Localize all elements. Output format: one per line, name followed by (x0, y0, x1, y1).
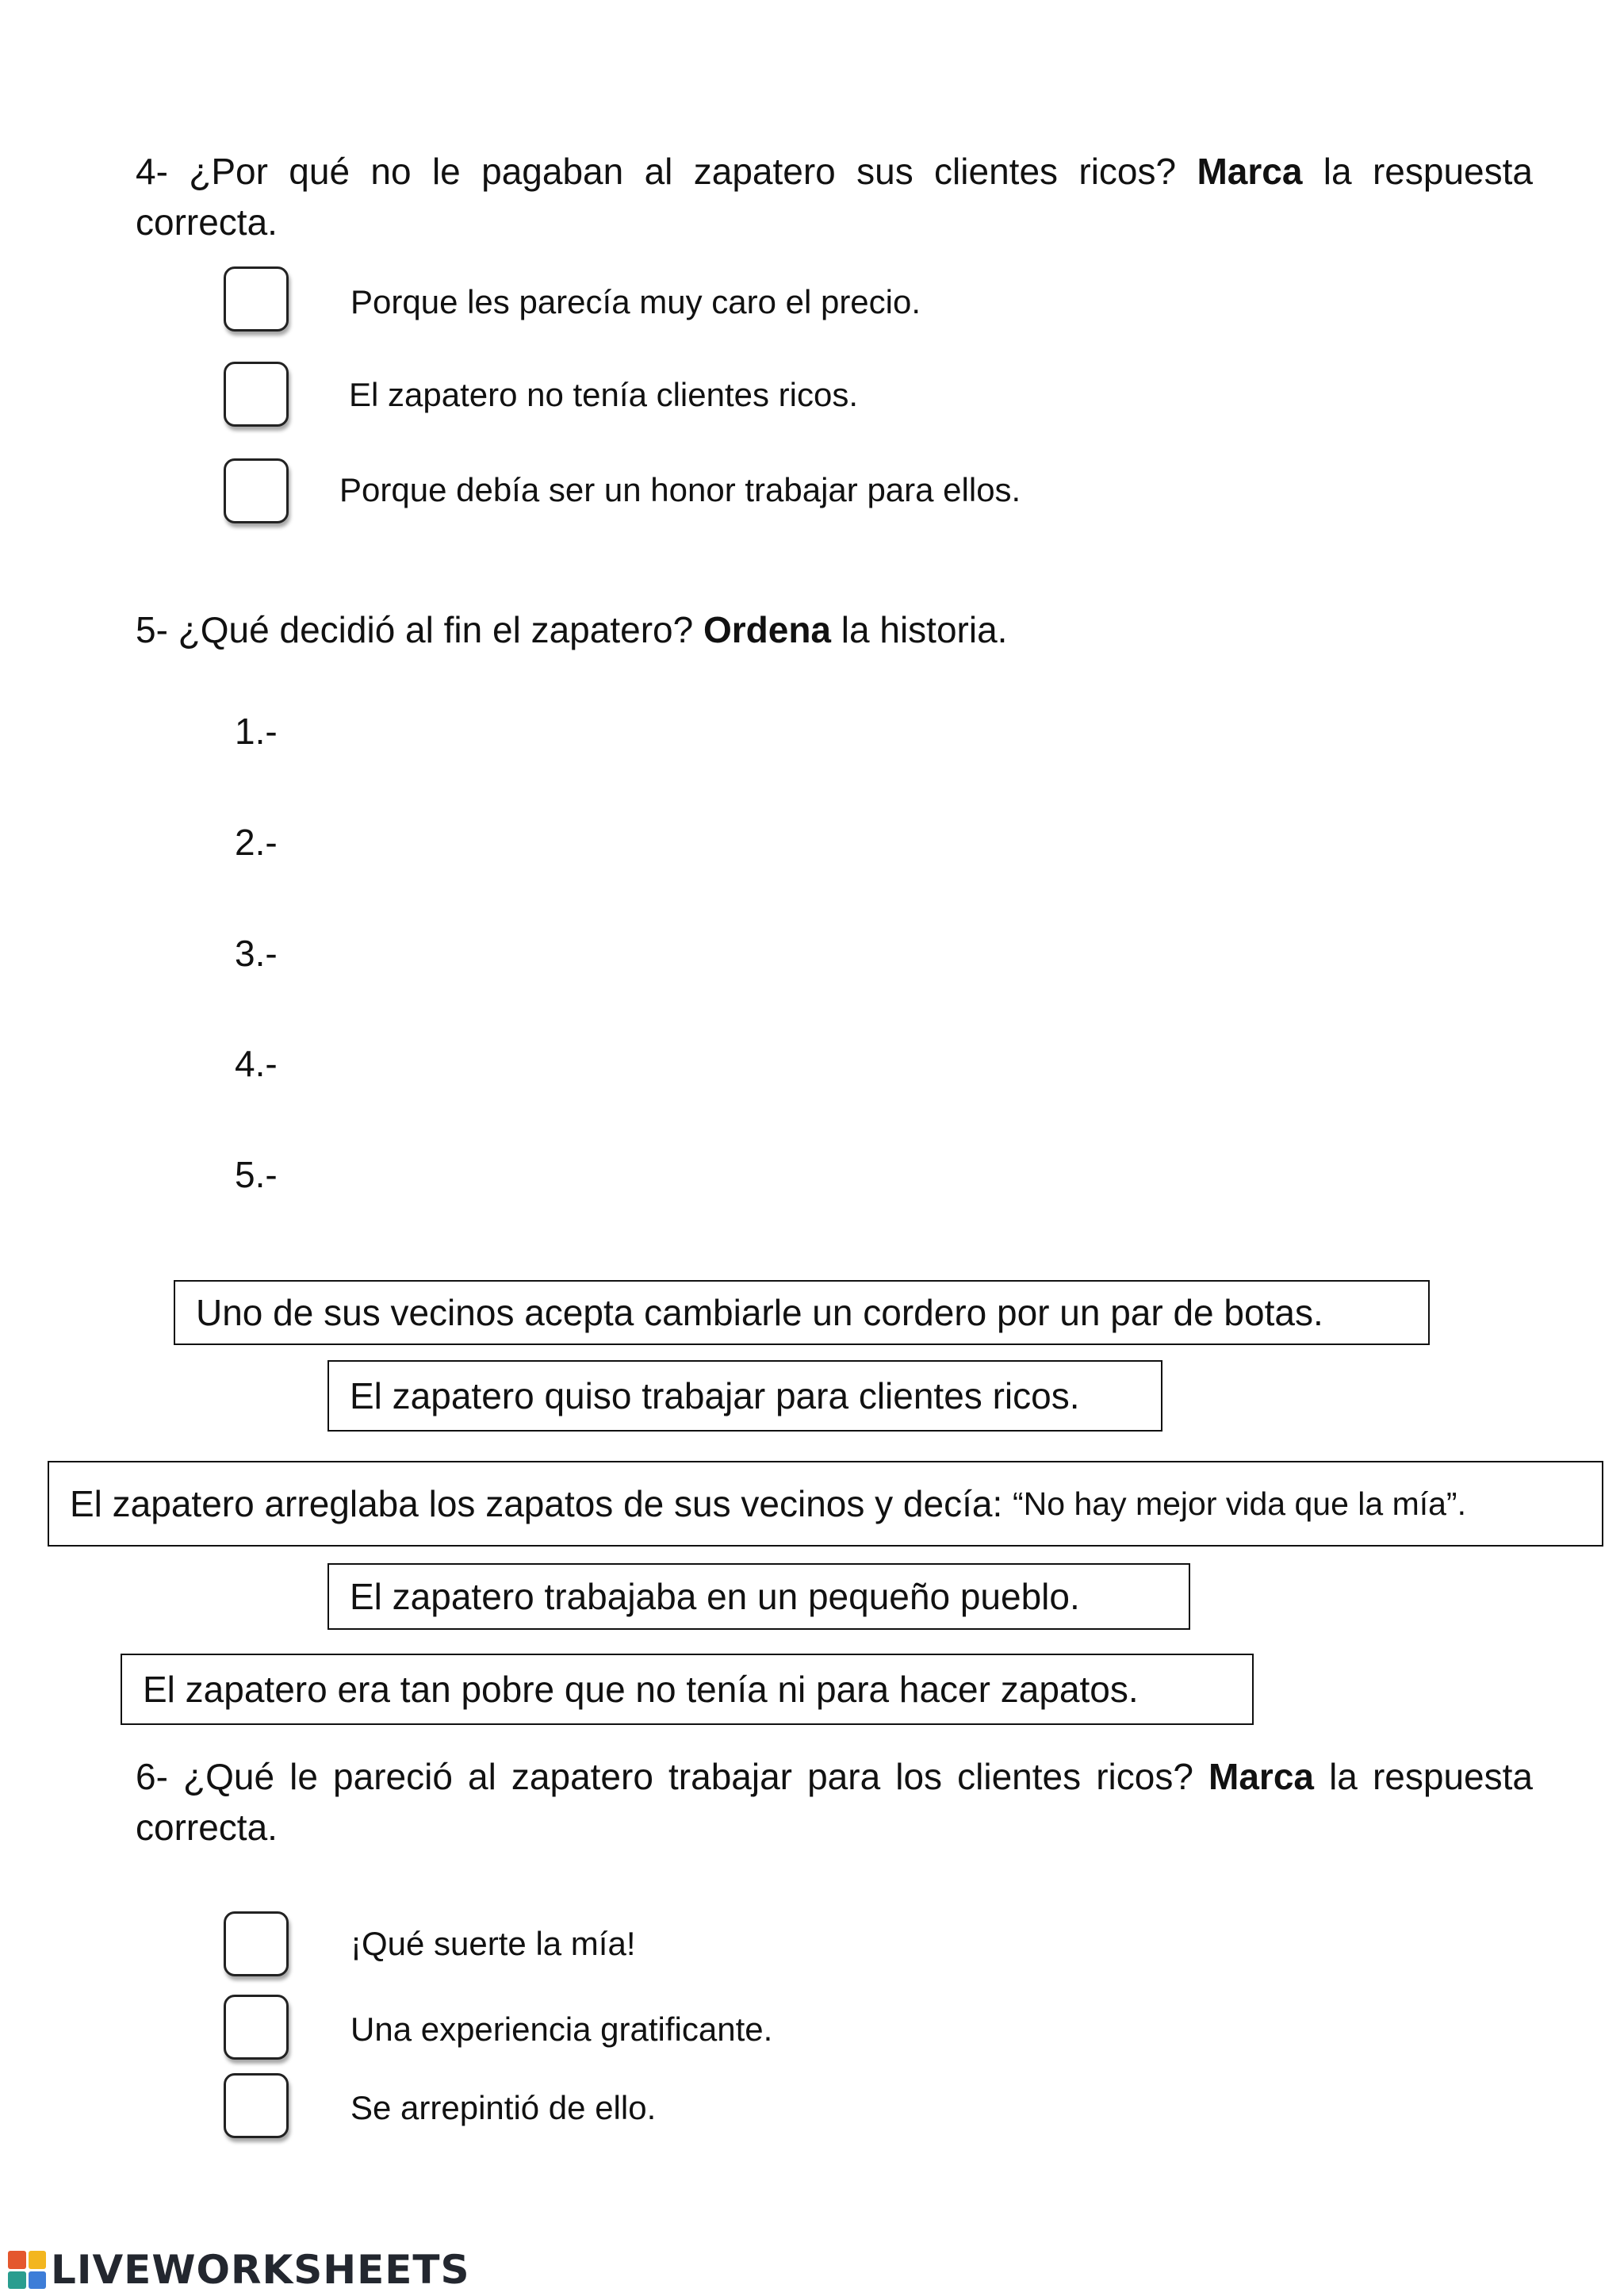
order-slot-2-number: 2.- (235, 822, 278, 863)
story-card-1-text: Uno de sus vecinos acepta cambiarle un cordero por un par de botas. (196, 1292, 1323, 1333)
q4-option-3-label: Porque debía ser un honor trabajar para ellos. (339, 471, 1021, 508)
story-card-4-text: El zapatero trabajaba en un pequeño pueblo. (350, 1576, 1080, 1617)
story-card-3-text: El zapatero arreglaba los zapatos de sus vecinos y decía: (70, 1483, 1013, 1524)
q4-option-3-checkbox[interactable] (224, 458, 289, 523)
q4-option-1-checkbox[interactable] (224, 266, 289, 332)
liveworksheets-logo (8, 2246, 470, 2294)
story-card-2-text: El zapatero quiso trabajar para clientes ricos. (350, 1375, 1080, 1416)
q5-instruction-keyword: Ordena (703, 609, 832, 650)
q6-option-2-checkbox[interactable] (224, 1995, 289, 2060)
order-slot-1-number: 1.- (235, 711, 278, 752)
q4-prompt-line2: correcta. (136, 201, 278, 243)
q4-option-1-label: Porque les parecía muy caro el precio. (350, 283, 921, 320)
q4-prompt-text: 4- ¿Por qué no le pagaban al zapatero sus clientes ricos? (136, 151, 1197, 192)
q6-option-1-checkbox[interactable] (224, 1911, 289, 1976)
liveworksheets-logo-icon (8, 2251, 46, 2289)
story-card-5[interactable] (121, 1654, 1254, 1725)
q6-option-2-label: Una experiencia gratificante. (350, 2010, 773, 2048)
q5-prompt-text-end: la historia. (831, 609, 1008, 650)
q4-prompt-line1 (136, 146, 1533, 197)
logo-square-2 (29, 2251, 47, 2269)
q4-prompt-text-end: la respuesta (1302, 151, 1533, 192)
logo-square-4 (29, 2271, 47, 2290)
q6-prompt-line2: correcta. (136, 1807, 278, 1848)
q6-instruction-keyword: Marca (1208, 1756, 1314, 1797)
q6-option-3-label: Se arrepintió de ello. (350, 2089, 657, 2126)
liveworksheets-logo-text: LIVEWORKSHEETS (51, 2247, 470, 2293)
story-card-3[interactable] (48, 1461, 1603, 1547)
logo-square-1 (8, 2251, 26, 2269)
story-card-1[interactable] (174, 1280, 1430, 1345)
order-slot-5-number: 5.- (235, 1154, 278, 1195)
q4-option-2-checkbox[interactable] (224, 362, 289, 427)
q6-prompt-line1 (136, 1751, 1533, 1802)
q4-instruction-keyword: Marca (1197, 151, 1303, 192)
story-card-5-text: El zapatero era tan pobre que no tenía ni para hacer zapatos. (143, 1669, 1139, 1710)
order-slot-3-number: 3.- (235, 933, 278, 974)
story-card-2[interactable] (327, 1360, 1162, 1432)
q4-option-2-label: El zapatero no tenía clientes ricos. (349, 376, 859, 413)
story-card-3-quote: “No hay mejor vida que la mía”. (1013, 1485, 1466, 1522)
story-card-4[interactable] (327, 1563, 1190, 1630)
q6-option-3-checkbox[interactable] (224, 2073, 289, 2138)
q5-prompt (136, 604, 1007, 655)
q5-prompt-text: 5- ¿Qué decidió al fin el zapatero? (136, 609, 703, 650)
q6-prompt-text-end: la respuesta (1313, 1756, 1533, 1797)
q6-option-1-label: ¡Qué suerte la mía! (350, 1925, 636, 1962)
order-slot-4-number: 4.- (235, 1043, 278, 1084)
q6-prompt-text: 6- ¿Qué le pareció al zapatero trabajar para los clientes ricos? (136, 1756, 1209, 1797)
logo-square-3 (8, 2271, 26, 2290)
